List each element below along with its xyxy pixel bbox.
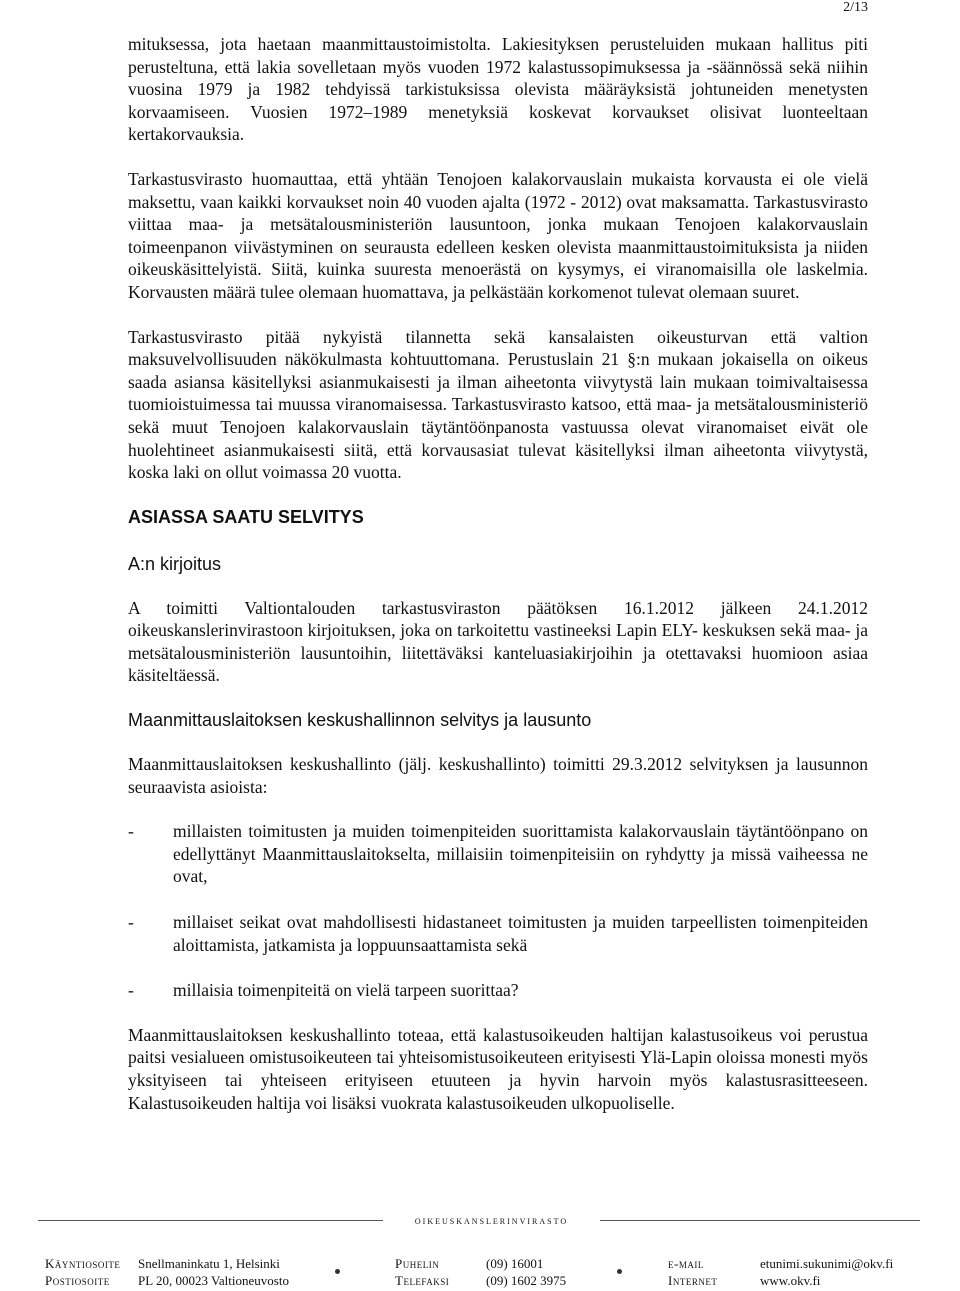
footer-row-1 xyxy=(0,1256,960,1272)
subsection-a-text: A toimitti Valtiontalouden tarkastusviraston päätöksen 16.1.2012 jälkeen 24.1.2012 oikeuskanslerinvirastoon kirjoituksen, joka on tarkoitettu vastineeksi Lapin ELY- keskuksen sekä maa- ja metsätalousministeriön lausuntoihin, liitettäväksi kanteluasiakirjoihin ja otettavaksi huomioon asiaa käsiteltäessä. xyxy=(128,597,868,686)
footer-rule-right xyxy=(600,1220,920,1221)
fax-label: Telefaksi xyxy=(395,1273,450,1288)
separator-dot xyxy=(335,1269,340,1274)
email-label: e-mail xyxy=(668,1256,704,1271)
paragraph-1: mituksessa, jota haetaan maanmittaustoimistolta. Lakiesityksen perusteluiden mukaan hallitus piti perusteltuna, että lakia sovelletaan myös vuoden 1972 kalastussopimuksessa ja -säännössä sekä niihin vuosina 1979 ja 1982 tehdyissä tarkistuksissa olevista määräyksistä johtuneiden menetysten korvaamiseen. Vuosien 1972–1989 menetyksiä koskevat korvaukset olisivat luonteeltaan kertakorvauksia. xyxy=(128,34,868,145)
page-number: 2/13 xyxy=(843,0,868,15)
list-item xyxy=(128,979,868,1002)
document-body xyxy=(128,33,868,1136)
footer-row-2 xyxy=(0,1273,960,1289)
subsection-mml-intro: Maanmittauslaitoksen keskushallinto (jälj. keskushallinto) toimitti 29.3.2012 selvityksen ja lausunnon seuraavista asioista: xyxy=(128,754,868,797)
postal-address-value: PL 20, 00023 Valtioneuvosto xyxy=(138,1273,289,1288)
list-item-text: millaisia toimenpiteitä on vielä tarpeen suorittaa? xyxy=(173,980,519,1001)
phone-label: Puhelin xyxy=(395,1256,440,1271)
subsection-heading-a: A:n kirjoitus xyxy=(128,553,222,574)
paragraph-2: Tarkastusvirasto huomauttaa, että yhtään Tenojoen kalakorvauslain mukaista korvausta ei ole vielä maksettu, vaan kaikki korvaukset noin 40 vuoden ajalta (1972 - 2012) ovat maksamatta. Tarkastusvirasto viittaa maa- ja metsätalousministeriön lausuntoon, jonka mukaan Tenojoen kalakorvauslain toimeenpanon viivästyminen on seurausta edelleen kesken olevista maanmittaustoimituksista ja niiden oikeuskäsittelyistä. Siitä, kuinka suuresta menoerästä on kysymys, ei viranomaisilla ole laskelmia. Korvausten määrä tulee olemaan huomattava, ja pelkästään korkomenot tulevat olemaan suuret. xyxy=(128,168,868,302)
list-item xyxy=(128,911,868,956)
postal-address-label: Postiosoite xyxy=(45,1273,110,1288)
separator-dot xyxy=(617,1269,622,1274)
fax-value: (09) 1602 3975 xyxy=(486,1273,567,1288)
dash-bullet: - xyxy=(128,821,134,842)
visit-address-label: Käyntiosoite xyxy=(45,1256,121,1271)
list-item xyxy=(128,820,868,888)
paragraph-3: Tarkastusvirasto pitää nykyistä tilannetta sekä kansalaisten oikeusturvan että valtion maksuvelvollisuuden näkökulmasta kohtuuttomana. Perustuslain 21 §:n mukaan jokaisella on oikeus saada asiansa käsitellyksi asianmukaisesti ja ilman aiheetonta viivytystä lain mukaan toimivaltaisessa tuomioistuimessa tai muussa viranomaisessa. Tarkastusvirasto katsoo, että maa- ja metsätalousministeriö sekä muut Tenojoen kalakorvauslain täytäntöönpanosta vastuussa olevat viranomaiset eivät ole huolehtineet asianmukaisesti siitä, että korvausasiat tulevat käsitellyksi ilman aiheetonta viivytystä, koska laki on ollut voimassa 20 vuotta. xyxy=(128,326,868,483)
subsection-mml-closing: Maanmittauslaitoksen keskushallinto toteaa, että kalastusoikeuden haltijan kalastusoikeus voi perustua paitsi vesialueen omistusoikeuteen tai yhteisomistusoikeuteen erityisesti Ylä-Lapin oloissa monesti myös yksityiseen tai yhteiseen erityiseen etuuteen ja hyvin harvoin myös kalastusrasitteeseen. Kalastusoikeuden haltija voi lisäksi vuokrata kalastusoikeuden ulkopuoliselle. xyxy=(128,1024,868,1113)
subsection-heading-mml: Maanmittauslaitoksen keskushallinnon selvitys ja lausunto xyxy=(128,710,592,731)
footer-organization-name: oikeuskanslerinvirasto xyxy=(414,1213,569,1227)
footer-rule-left xyxy=(38,1220,383,1221)
list-item-text: millaiset seikat ovat mahdollisesti hidastaneet toimitusten ja muiden tarpeellisten toimenpiteiden aloittamista, jatkamista ja loppuunsaattamista sekä xyxy=(173,912,868,955)
internet-label: Internet xyxy=(668,1273,718,1288)
email-value[interactable]: etunimi.sukunimi@okv.fi xyxy=(760,1256,894,1271)
phone-value: (09) 16001 xyxy=(486,1256,544,1271)
visit-address-value: Snellmaninkatu 1, Helsinki xyxy=(138,1256,280,1271)
section-heading: ASIASSA SAATU SELVITYS xyxy=(128,506,364,527)
list-item-text: millaisten toimitusten ja muiden toimenpiteiden suorittamista kalakorvauslain täytäntöönpano on edellyttänyt Maanmittauslaitokselta, millaisiin toimenpiteisiin on ryhdytty ja missä vaiheessa ne ovat, xyxy=(173,821,868,887)
question-list xyxy=(128,820,868,1002)
internet-value[interactable]: www.okv.fi xyxy=(760,1273,821,1288)
dash-bullet: - xyxy=(128,912,134,933)
dash-bullet: - xyxy=(128,980,134,1001)
